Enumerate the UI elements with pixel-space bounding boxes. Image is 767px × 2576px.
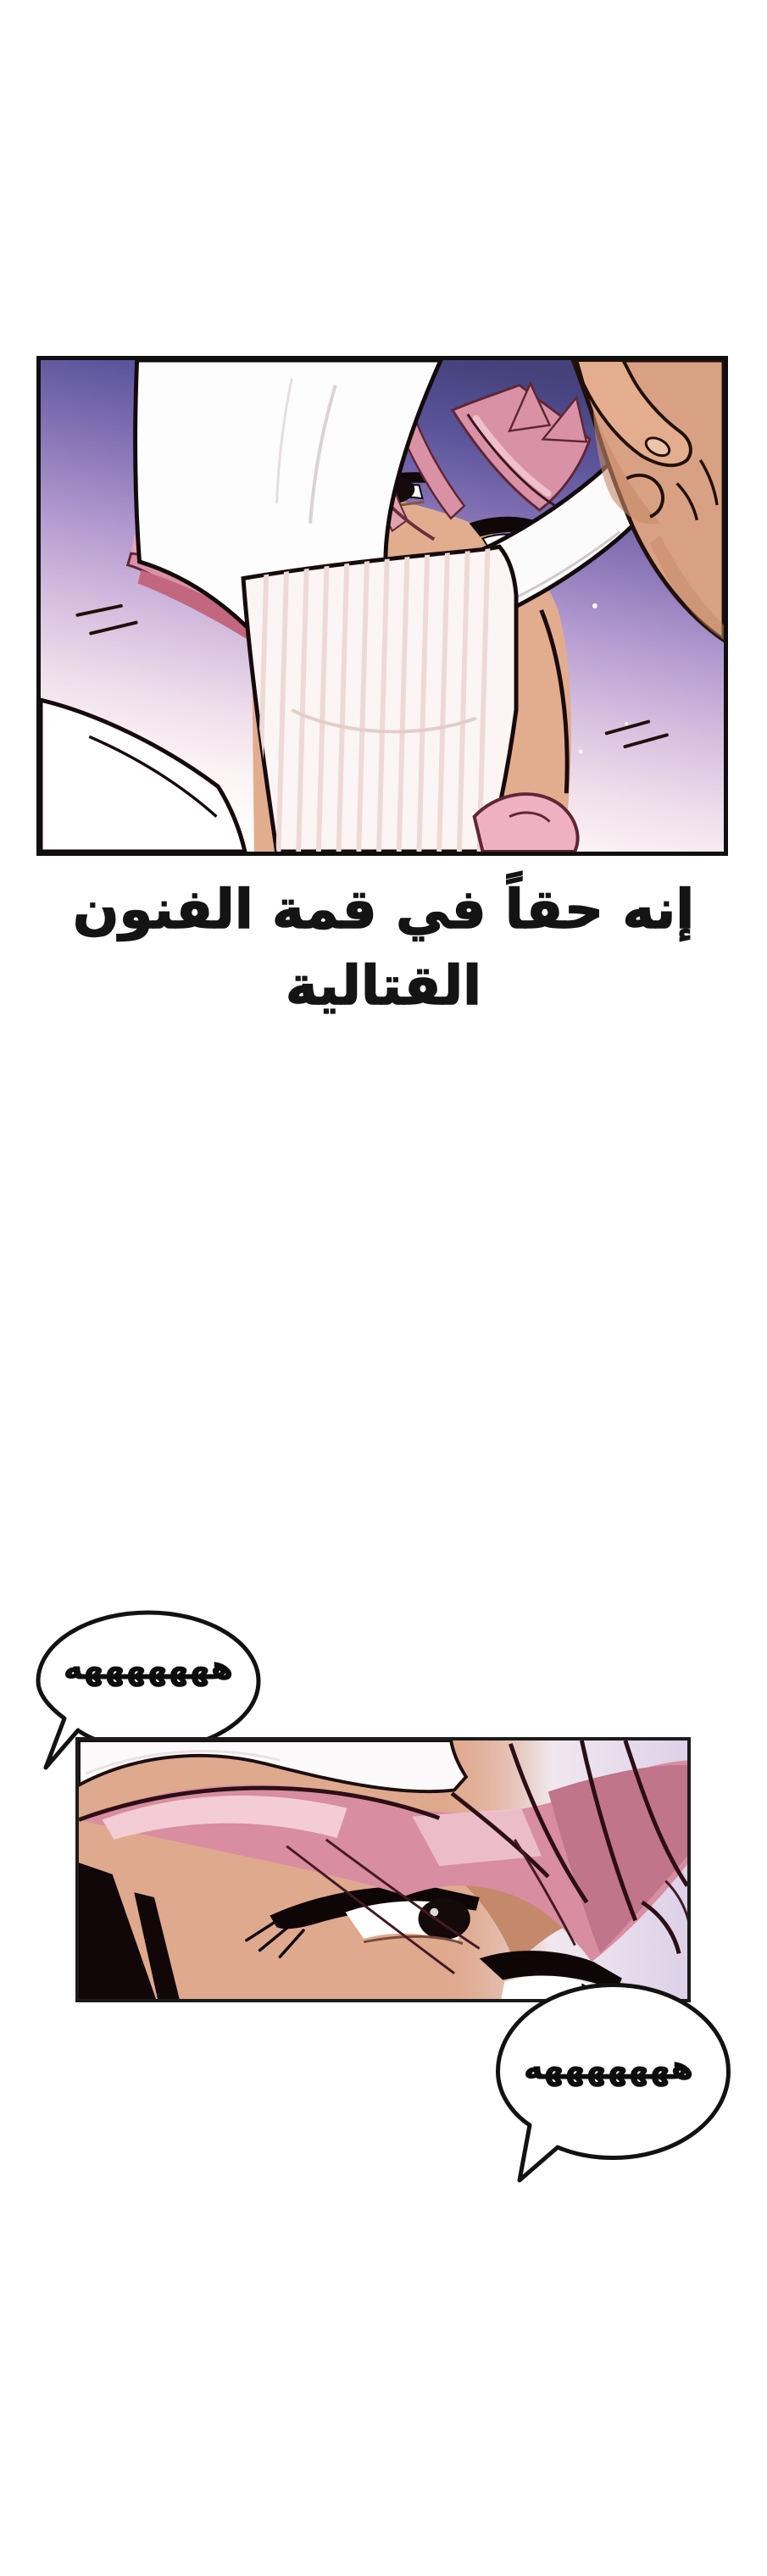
speech-bubble-2 (487, 1974, 742, 2195)
panel-bottom-illustration (79, 1740, 687, 1999)
face-mask (243, 547, 516, 852)
speech-bubble-1-text: هههههههه (64, 1649, 233, 1686)
comic-panel-bottom (75, 1737, 691, 2002)
speech-bubble-2-text: هههههههه (524, 2049, 693, 2086)
caption-text: إنه حقاً في قمة الفنون القتالية (72, 879, 695, 1018)
comic-panel-top (36, 356, 728, 856)
panel-top-illustration (41, 360, 724, 852)
